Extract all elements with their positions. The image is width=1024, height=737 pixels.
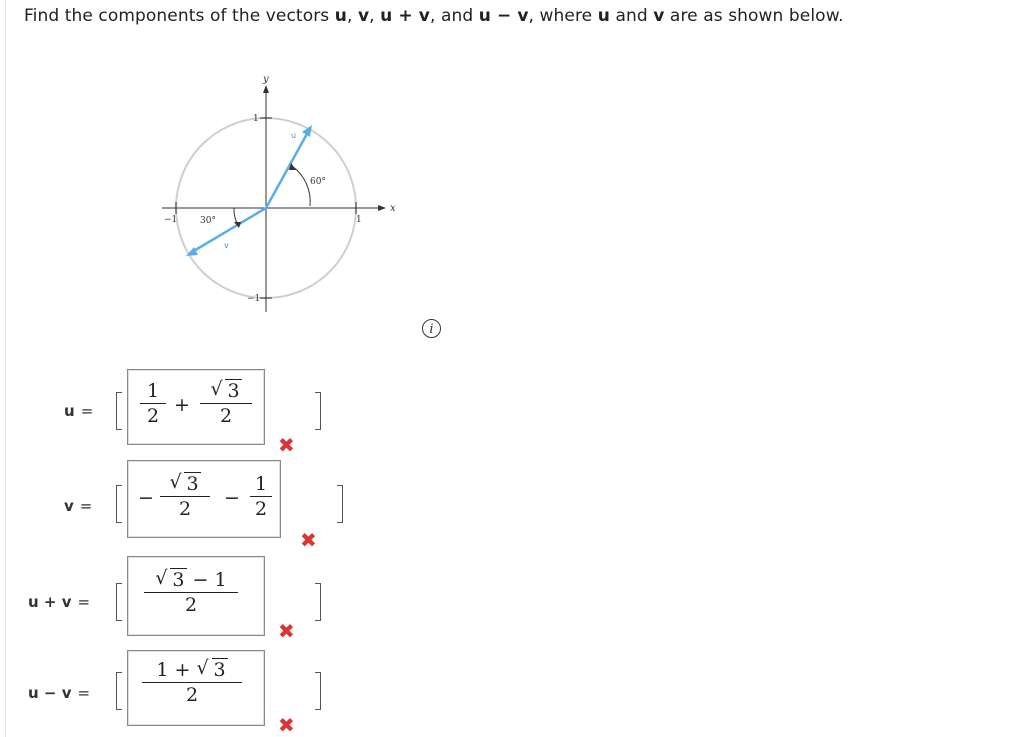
u-frac-1: 1 2 (140, 380, 166, 427)
incorrect-mark-u-minus-v: ✖ (278, 713, 295, 737)
tick-label-x-neg: −1 (164, 215, 178, 225)
info-icon[interactable]: i (422, 319, 441, 338)
u-op: + (174, 394, 190, 416)
vector-v (192, 208, 266, 252)
bracket-right-u-plus-v (315, 583, 321, 621)
v-op: − (224, 487, 240, 509)
row-label-u: u = (64, 402, 94, 420)
bracket-left-u-minus-v (116, 672, 122, 710)
u-frac-2: √ 3 2 (200, 380, 252, 427)
vector-u (266, 132, 308, 208)
angle-arc-u (292, 166, 310, 206)
v-neg: − (138, 487, 154, 509)
answer-field-u-plus-v[interactable] (127, 556, 265, 636)
x-axis-label: x (390, 203, 396, 214)
bracket-left-v (116, 485, 122, 523)
answer-field-u-minus-v[interactable] (127, 650, 265, 726)
y-axis-label: y (263, 74, 269, 85)
bracket-left-u-plus-v (116, 583, 122, 621)
bracket-left-u (116, 392, 122, 430)
vector-u-label: u (291, 131, 297, 140)
tick-label-x-pos: 1 (356, 215, 362, 225)
row-label-v: v = (64, 497, 93, 515)
row-label-u-minus-v: u − v = (28, 684, 91, 702)
x-axis-arrow (378, 205, 386, 211)
incorrect-mark-v: ✖ (300, 528, 317, 552)
y-axis-arrow (263, 85, 269, 93)
answer-field-v[interactable] (127, 460, 281, 538)
incorrect-mark-u-plus-v: ✖ (278, 619, 295, 643)
tick-label-y-neg: −1 (247, 294, 261, 304)
v-frac-2: 1 2 (250, 473, 272, 520)
tick-label-y-pos: 1 (253, 114, 259, 124)
bracket-right-v (337, 485, 343, 523)
vector-figure (150, 70, 410, 318)
v-frac-1: √ 3 2 (160, 473, 210, 520)
row-label-u-plus-v: u + v = (28, 593, 91, 611)
vector-v-label: v (224, 241, 229, 250)
angle-v-label: 30° (200, 216, 216, 226)
answer-field-u[interactable] (127, 369, 265, 445)
u-plus-v-frac: √ 3 − 1 2 (144, 569, 238, 616)
bracket-right-u-minus-v (315, 672, 321, 710)
question-text: Find the components of the vectors u, v, u + v, and u − v, where u and v are as shown below. (24, 6, 844, 26)
u-minus-v-frac: 1 + √ 3 2 (142, 659, 242, 706)
angle-u-label: 60° (310, 177, 326, 187)
incorrect-mark-u: ✖ (278, 433, 295, 457)
bracket-right-u (315, 392, 321, 430)
